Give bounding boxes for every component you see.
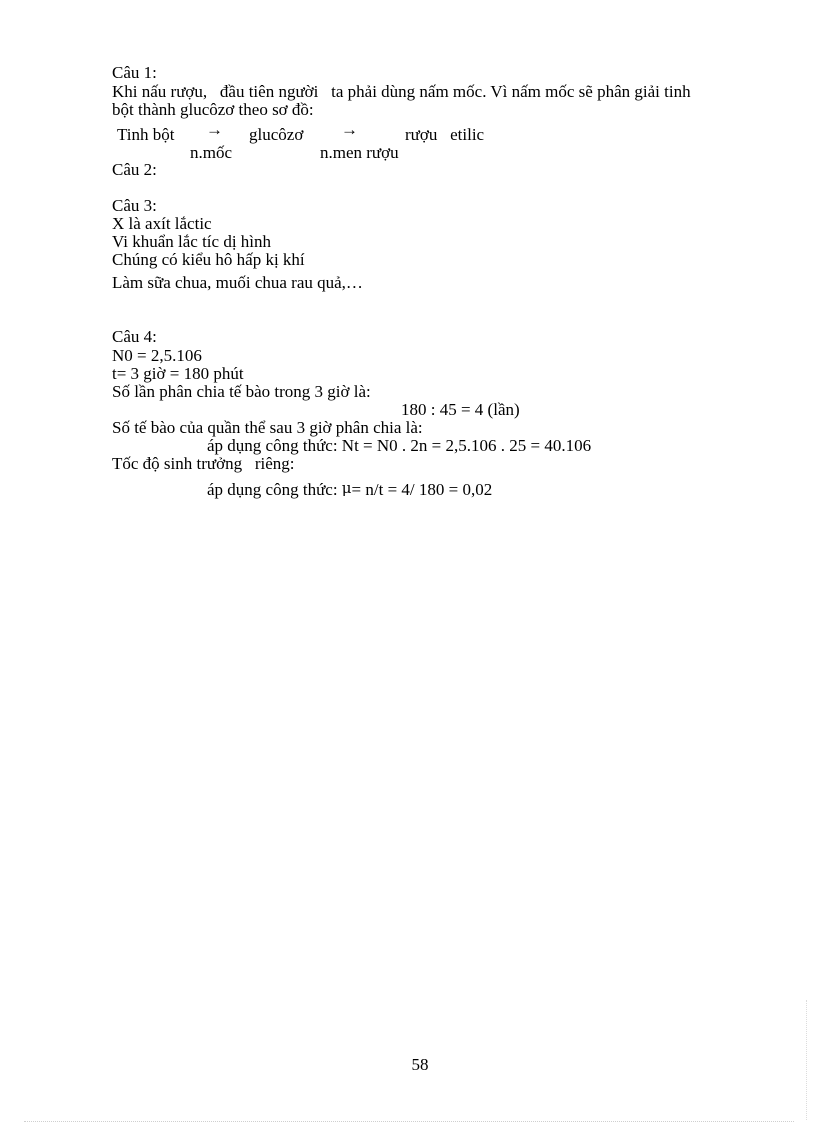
q3-heading: Câu 3:	[112, 196, 157, 215]
bottom-divider	[24, 1121, 794, 1122]
page-number: 58	[411, 1055, 429, 1074]
q1-line-1: Khi nấu rượu, đầu tiên người ta phải dùng nấm mốc. Vì nấm mốc sẽ phân giải tinh	[112, 82, 691, 101]
q4-rate-calc	[207, 481, 492, 499]
q4-rate-suffix: = n/t = 4/ 180 = 0,02	[351, 480, 493, 499]
diagram-arrow-2: →	[341, 120, 358, 139]
q3-line-2: Vi khuẩn lắc tíc dị hình	[112, 232, 272, 251]
diagram-label-1: n.mốc	[190, 143, 233, 162]
q1-heading: Câu 1:	[112, 63, 157, 82]
q3-line-4: Làm sữa chua, muối chua rau quả,…	[112, 273, 363, 292]
q4-divisions-label: Số lần phân chia tế bào trong 3 giờ là:	[112, 382, 371, 401]
diagram-start: Tinh bột	[117, 125, 175, 144]
q4-t: t= 3 giờ = 180 phút	[112, 364, 244, 383]
q4-rate-label: Tốc độ sinh trưởng riêng:	[112, 454, 295, 473]
q4-cells-calc: áp dụng công thức: Nt = N0 . 2n = 2,5.106 . 25 = 40.106	[207, 436, 592, 455]
diagram-label-2: n.men rượu	[320, 143, 399, 162]
q4-n0: N0 = 2,5.106	[112, 346, 202, 365]
q4-heading: Câu 4:	[112, 327, 157, 346]
diagram-end: rượu etilic	[405, 125, 485, 144]
q4-divisions-calc: 180 : 45 = 4 (lần)	[401, 400, 520, 419]
q2-heading: Câu 2:	[112, 160, 157, 179]
q4-rate-prefix: áp dụng công thức:	[207, 480, 342, 499]
diagram-mid: glucôzơ	[249, 125, 304, 144]
q3-line-3: Chúng có kiểu hô hấp kị khí	[112, 250, 305, 269]
diagram-arrow-1: →	[206, 120, 223, 139]
q4-cells-label: Số tế bào của quần thể sau 3 giờ phân chia là:	[112, 418, 423, 437]
q1-line-2: bột thành glucôzơ theo sơ đồ:	[112, 100, 314, 119]
mu-symbol: μ	[341, 479, 352, 497]
q3-line-1: X là axít lắctic	[112, 214, 212, 233]
right-divider	[806, 1000, 807, 1120]
